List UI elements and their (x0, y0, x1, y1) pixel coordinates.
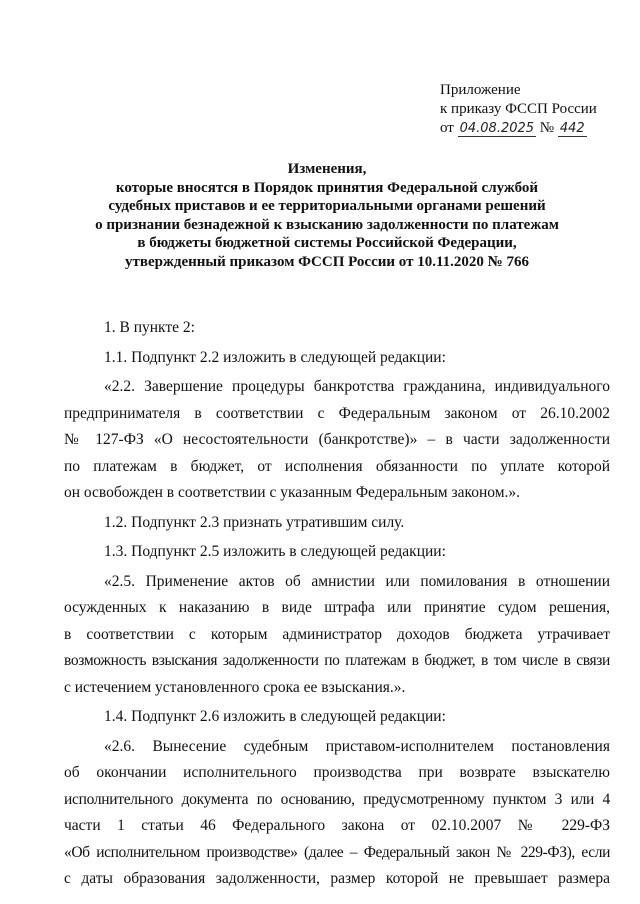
text-line: «Об исполнительном производстве» (далее – Федеральный закон № 229-ФЗ), если (64, 843, 610, 861)
paragraph-1-3: 1.3. Подпункт 2.5 изложить в следующей редакции: (104, 543, 446, 560)
title-line: утвержденный приказом ФССП России от 10.11.2020 № 766 (125, 253, 529, 270)
title-line: о признании безнадежной к взысканию задолженности по платежам (95, 216, 559, 233)
title-line: судебных приставов и ее территориальными органами решений (108, 198, 546, 214)
title-line: Изменения, (287, 161, 367, 177)
text-line: в соответствии с которым администратор доходов бюджета утрачивает (64, 625, 610, 643)
appendix-header (440, 81, 597, 138)
date-prefix: от (440, 120, 454, 136)
handwritten-date: 04.08.2025 (459, 121, 535, 136)
text-line: части 1 статьи 46 Федерального закона от 02.10.2007 № 229-ФЗ (64, 817, 610, 834)
order-date-line (440, 119, 597, 138)
text-line: № 127-ФЗ «О несостоятельности (банкротстве)» – в части задолженности (64, 431, 610, 448)
number-prefix: № (539, 120, 555, 136)
paragraph-1: 1. В пункте 2: (104, 319, 195, 336)
document-title (70, 160, 584, 271)
text-line: исполнительного документа по основанию, предусмотренному пунктом 3 или 4 (64, 790, 610, 808)
title-line: которые вносятся в Порядок принятия Федеральной службой (115, 179, 539, 196)
paragraph-1-2: 1.2. Подпункт 2.3 признать утратившим силу. (104, 513, 405, 531)
text-line: «2.2. Завершение процедуры банкротства гражданина, индивидуального (104, 378, 610, 395)
paragraph-2-2-text (64, 374, 610, 507)
handwritten-number: 442 (559, 121, 585, 136)
text-line: осужденных к наказанию в виде штрафа или принятие судом решения, (64, 599, 610, 616)
text-line: с даты образования задолженности, размер которой не превышает размера (64, 870, 610, 887)
text-line: «2.6. Вынесение судебным приставом-исполнителем постановления (104, 737, 610, 755)
order-reference: к приказу ФССП России (440, 101, 597, 117)
text-line: возможность взыскания задолженности по платежам в бюджет, в том числе в связи (64, 652, 610, 669)
text-line: «2.5. Применение актов об амнистии или помилования в отношении (104, 572, 610, 590)
appendix-label: Приложение (440, 82, 521, 98)
paragraph-2-5-text (64, 569, 610, 702)
title-line: в бюджеты бюджетной системы Российской Федерации, (137, 235, 517, 251)
paragraph-1-1: 1.1. Подпункт 2.2 изложить в следующей редакции: (104, 348, 446, 366)
document-body (64, 315, 610, 893)
paragraph-2-6-text (64, 734, 610, 893)
text-line: с истечением установленного срока ее взыскания.». (64, 678, 406, 696)
text-line: по платежам в бюджет, от исполнения обязанности по уплате которой (64, 457, 610, 475)
text-line: он освобожден в соответствии с указанным Федеральным законом.». (64, 484, 521, 501)
text-line: предпринимателя в соответствии с Федеральным законом от 26.10.2002 (64, 404, 610, 422)
paragraph-1-4: 1.4. Подпункт 2.6 изложить в следующей редакции: (104, 708, 446, 725)
text-line: об окончании исполнительного производства при возврате взыскателю (64, 764, 610, 781)
